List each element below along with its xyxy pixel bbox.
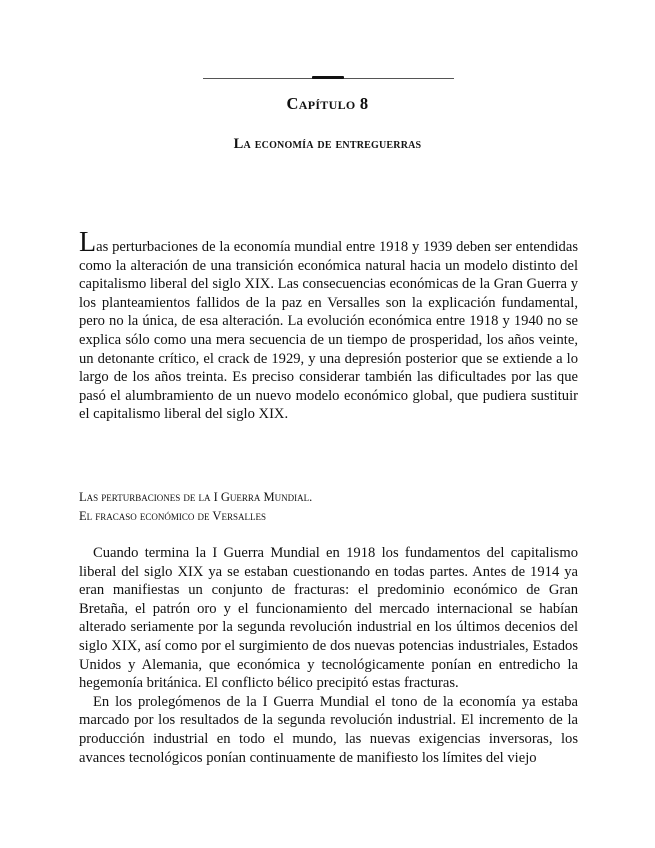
section-heading xyxy=(79,488,578,525)
body-paragraph: Cuando termina la I Guerra Mundial en 1918 los fundamentos del capitalismo liberal del siglo XIX ya se estaban cuestionando en todas partes. Antes de 1914 ya eran manifiestas un conjunto de fracturas: el predominio económico de Gran Bretaña, el patrón oro y el funcionamiento del mercado internacional se habían alterado seriamente por la segunda revolución industrial en los últimos decenios del siglo XIX, así como por el surgimiento de dos nuevas potencias industriales, Estados Unidos y Alemania, que económica y tecnológicamente ponían en entredicho la hegemonía británica. El conflicto bélico precipitó estas fracturas. xyxy=(79,545,578,692)
section-heading-line-2: El fracaso económico de Versalles xyxy=(79,508,266,523)
section-body xyxy=(79,544,578,767)
decorative-rule-ornament xyxy=(312,76,344,79)
body-paragraph: En los prolegómenos de la I Guerra Mundial el tono de la economía ya estaba marcado por los resultados de la segunda revolución industrial. El incremento de la producción industrial en todo el mundo, las nuevas exigencias inversoras, los avances tecnológicos ponían continuamente de manifiesto los límites del viejo xyxy=(79,693,578,766)
intro-text: as perturbaciones de la economía mundial entre 1918 y 1939 deben ser entendidas como la alteración de una transición económica natural hacia un modelo distinto del capitalismo liberal del siglo XIX. Las consecuencias económicas de la Gran Guerra y los planteamientos fallidos de la paz en Versalles son la explicación fundamental, pero no la única, de esa alteración. La evolución económica entre 1918 y 1940 no se explica sólo como una mera secuencia de un tiempo de prosperidad, los años veinte, un detonante crítico, el crack de 1929, y una depresión posterior que se extiende a lo largo de los años treinta. Es preciso considerar también las dificultades por las que pasó el alumbramiento de un nuevo modelo económico global, que pudiera sustituir el capitalismo liberal del siglo XIX. xyxy=(79,239,578,423)
section-heading-line-1: Las perturbaciones de la I Guerra Mundial. xyxy=(79,490,313,504)
chapter-title: La economía de entreguerras xyxy=(233,136,422,152)
chapter-label: Capítulo 8 xyxy=(286,94,369,113)
drop-cap: L xyxy=(79,227,97,258)
intro-paragraph xyxy=(79,227,578,424)
